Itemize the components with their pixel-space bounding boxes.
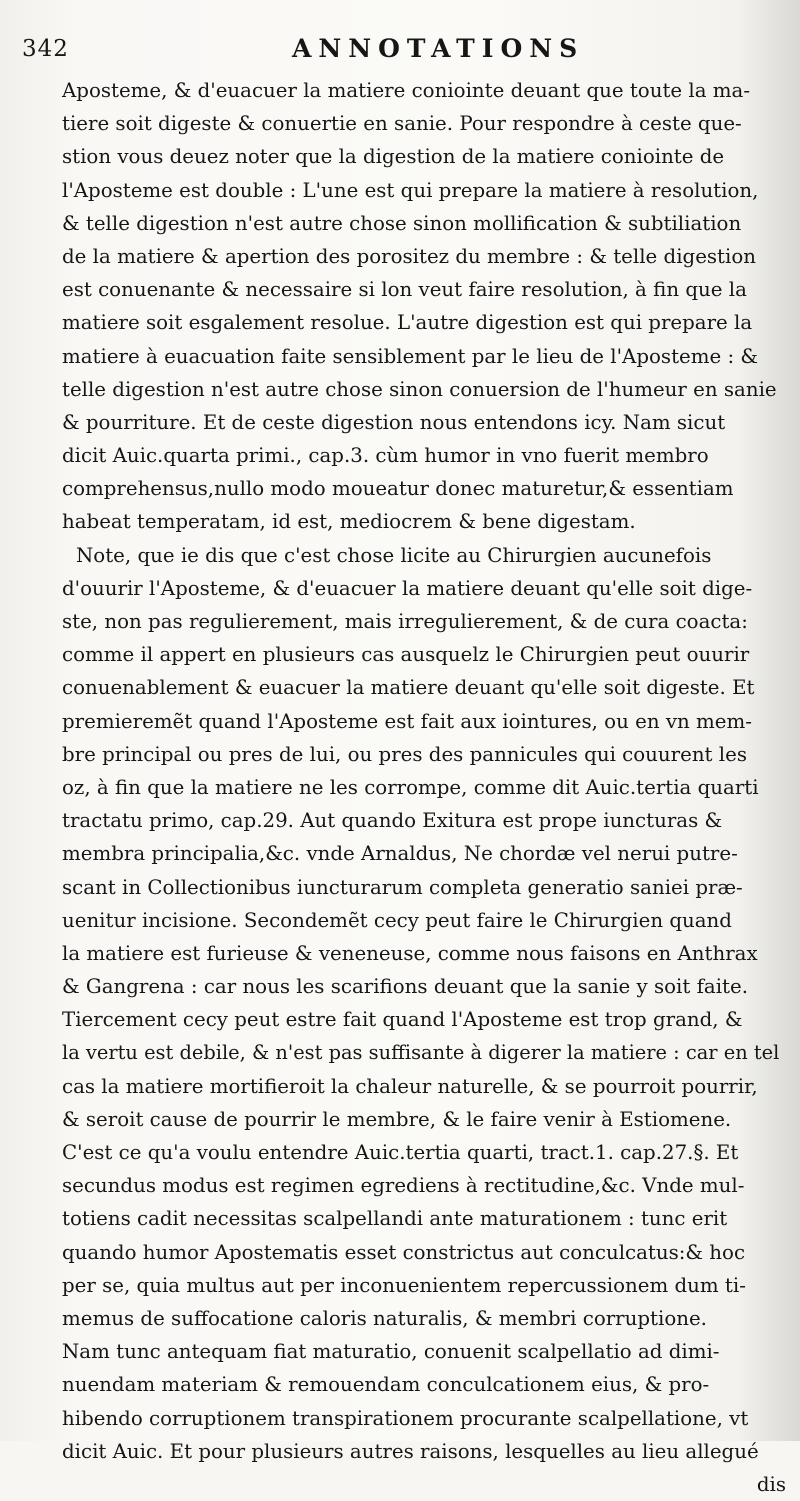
text-line: uenitur incisione. Secondemẽt cecy peut faire le Chirurgien quand bbox=[62, 908, 732, 932]
text-line: oz, à fin que la matiere ne les corrompe, comme dit Auic.tertia quarti bbox=[62, 775, 759, 799]
text-line: per se, quia multus aut per inconuenientem repercussionem dum ti- bbox=[62, 1273, 746, 1297]
text-line: est conuenante & necessaire si lon veut faire resolution, à fin que la bbox=[62, 278, 747, 302]
text-line: comme il appert en plusieurs cas ausquelz le Chirurgien peut ouurir bbox=[62, 643, 750, 667]
text-line: dicit Auic.quarta primi., cap.3. cùm humor in vno fuerit membro bbox=[62, 444, 709, 468]
text-line: scant in Collectionibus iuncturarum completa generatio saniei præ- bbox=[62, 875, 743, 899]
text-line: & Gangrena : car nous les scarifions deuant que la sanie y soit faite. bbox=[62, 975, 748, 999]
text-line: conuenablement & euacuer la matiere deuant qu'elle soit digeste. Et bbox=[62, 676, 755, 700]
text-line: matiere à euacuation faite sensiblement par le lieu de l'Aposteme : & bbox=[62, 344, 759, 368]
text-line: & seroit cause de pourrir le membre, & le faire venir à Estiomene. bbox=[62, 1107, 732, 1131]
text-line: telle digestion n'est autre chose sinon conuersion de l'humeur en sanie bbox=[62, 377, 777, 401]
text-line: Tiercement cecy peut estre fait quand l'Aposteme est trop grand, & bbox=[62, 1008, 743, 1032]
text-line: comprehensus,nullo modo moueatur donec maturetur,& essentiam bbox=[62, 477, 734, 501]
body-text bbox=[62, 74, 792, 1501]
text-line: hibendo corruptionem transpirationem procurante scalpellatione, vt bbox=[62, 1406, 749, 1430]
text-line: l'Aposteme est double : L'une est qui prepare la matiere à resolution, bbox=[62, 178, 759, 202]
text-line: cas la matiere mortifieroit la chaleur naturelle, & se pourroit pourrir, bbox=[62, 1074, 758, 1098]
text-line: nuendam materiam & remouendam conculcationem eius, & pro- bbox=[62, 1373, 710, 1397]
text-line: tractatu primo, cap.29. Aut quando Exitura est prope iuncturas & bbox=[62, 809, 723, 833]
text-line: stion vous deuez noter que la digestion de la matiere coniointe de bbox=[62, 145, 725, 169]
text-line: bre principal ou pres de lui, ou pres des pannicules qui couurent les bbox=[62, 742, 747, 766]
page-header bbox=[22, 30, 780, 70]
text-line: la vertu est debile, & n'est pas suffisante à digerer la matiere : car en tel bbox=[62, 1041, 780, 1065]
text-line: d'ouurir l'Aposteme, & d'euacuer la matiere deuant qu'elle soit dige- bbox=[62, 576, 753, 600]
text-line: ste, non pas regulierement, mais irregulierement, & de cura coacta: bbox=[62, 610, 748, 633]
text-line: totiens cadit necessitas scalpellandi ante maturationem : tunc erit bbox=[62, 1207, 728, 1231]
text-line: matiere soit esgalement resolue. L'autre digestion est qui prepare la bbox=[62, 311, 753, 335]
text-line: la matiere est furieuse & veneneuse, comme nous faisons en Anthrax bbox=[62, 941, 758, 965]
text-line: C'est ce qu'a voulu entendre Auic.tertia quarti, tract.1. cap.27.§. Et bbox=[62, 1141, 739, 1164]
page-number: 342 bbox=[22, 36, 69, 62]
text-line: secundus modus est regimen egrediens à rectitudine,&c. Vnde mul- bbox=[62, 1174, 745, 1198]
text-line: Aposteme, & d'euacuer la matiere coniointe deuant que toute la ma- bbox=[62, 79, 751, 102]
text-line: de la matiere & apertion des porositez du membre : & telle digestion bbox=[62, 244, 756, 268]
text-line: membra principalia,&c. vnde Arnaldus, Ne chordæ vel nerui putre- bbox=[62, 842, 738, 866]
text-line: tiere soit digeste & conuertie en sanie. Pour respondre à ceste que- bbox=[62, 112, 742, 136]
text-line: & pourriture. Et de ceste digestion nous entendons icy. Nam sicut bbox=[62, 410, 726, 434]
text-line: premieremẽt quand l'Aposteme est fait aux iointures, ou en vn mem- bbox=[62, 709, 752, 733]
text-line: quando humor Apostematis esset constrictus aut conculcatus:& hoc bbox=[62, 1240, 746, 1264]
text-line: dicit Auic. Et pour plusieurs autres raisons, lesquelles au lieu allegué bbox=[62, 1439, 759, 1463]
paragraph-start-line: Note, que ie dis que c'est chose licite au Chirurgien aucunefois bbox=[76, 543, 712, 567]
catchword: dis bbox=[756, 1472, 786, 1496]
text-line: memus de suffocatione caloris naturalis, & membri corruptione. bbox=[62, 1306, 707, 1330]
running-head: ANNOTATIONS bbox=[292, 34, 585, 63]
text-line: habeat temperatam, id est, mediocrem & bene digestam. bbox=[62, 510, 636, 534]
text-line: & telle digestion n'est autre chose sinon mollification & subtiliation bbox=[62, 211, 742, 235]
text-line: Nam tunc antequam fiat maturatio, conuenit scalpellatio ad dimi- bbox=[62, 1340, 720, 1364]
